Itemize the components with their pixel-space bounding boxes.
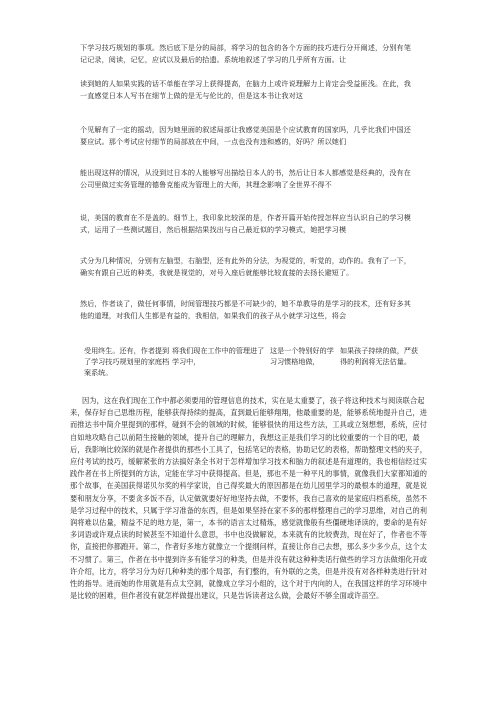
paragraph-6: 式分为几种情况，分别有左脑型，右脑型，还有此外的分法，为视觉的，听觉的，动作的。我有了一下，确实有跟自己近的种类，我就是视觉的，对号入座后就能够比较直接的去扬长避短了。 xyxy=(80,256,411,277)
paragraph-7: 然后，作者谈了，做任何事情，时间管理技巧都是不可缺少的，她不单教导的是学习的技术，还有好多其他的道理，对我们人生都是有益的，我相信，如果我们的孩子从小就学习这些，将会 xyxy=(80,299,411,320)
table-cell: 如果孩子持续的做，严获得的利润将无法估量。 xyxy=(340,346,419,366)
paragraph-4: 能出现这样的情况，从没到过日本的人能够写出描绘日本人的书，然后让日本人都感觉是经典的，没有在公司里做过实务管理的德鲁克能成为管理上的大师，其理念影响了全世界不得不 xyxy=(80,168,411,189)
table-cell: 这是一个特别好的学习习惯格地做， xyxy=(270,346,334,366)
paragraph-5: 说，美国的教育在不是盖的。细节上，我印象比较深的是，作者开篇开始传授怎样应当认识自己的学习模式，运用了一些测试题目，然后根据结果找出与自己最近似的学习模式，她把学习模 xyxy=(80,213,411,234)
column-table xyxy=(84,345,424,378)
paragraph-3: 个见解有了一定的摇动，因为她里面的叙述局部让我感觉美国是个应试教育的国家吗，几乎比我们中国还要应试。那个考试应付细节的局部放在中间，一点也没有违和感的，好吗？所以她们 xyxy=(80,125,411,146)
table-row xyxy=(84,345,424,378)
paragraph-1: 下学习技巧规划的事项。然后底下是分的局部，将学习的包含的各个方面的技巧进行分开阐述，分别有笔记记录，阅读，记忆，应试以及最后的拾遗。系统地叙述了学习的几乎所有方面。让 xyxy=(80,43,411,64)
paragraph-2: 读到她的人如果实践的话不单能在学习上获得提高，在脑力上或许说理解力上肯定会受益匪浅。在此，我一直感觉日本人写书在细节上做的是无与伦比的，但是这本书让我对这 xyxy=(80,79,411,100)
table-cell: 将我们现在工作中的管理进了学习中， xyxy=(172,346,265,366)
body-paragraph: 因为，这在我们现在工作中都必须要用的管理信息的技术，实在是太重要了，孩子将这种技术与阅读联合起来，保存好自己思维历程，能够获得持续的提高，直到最后能够翔翔，他最重要的是，能够系统地提升自己，进而推达书中简介里提到的那样，碰到不会的领域的时候，能够很快的用这些方法，工具或立刻想想，系统，应付自如地攻略自己以前陌生接触的领域，提升自己的理解力，我想这正是我们学习的比较重要的一个目的吧，最后，我影响比较深的就是作者提供的那些小工具了，包括笔记的表格，协助记忆的表格，帮助整理文档的夹子，应付考试的技巧，缓解紧张的方法搞好条全书对于怎样增加学习技术和脑力的叙述是有道理的，我也相信经过实践作者在书上所提到的方法，定能在学习中获得提高。但是，那也不是一种平凡的事情，就像我们大家都知道的那个故事，在美国获得诺贝尔奖的科学家说，自己得奖最大的原因都是在幼儿园里学习的最根本的道理，就是说要和朋友分享，不要贪多饭不吞，认定做就要好好地坚持去做，不要怀，我自己喜欢的是家庭归档系统，虽然不是学习过程中的技术，只属于学习准备的东西，但是如果坚持在家不多的那样整理自己的学习思维，对自己的利润将难以估量，精益不足的地方是，第一，本书的语言太过精炼，感觉就像般有些僵硬地译读的，要命的是有好多词语或许观点读的时候甚至不知道什么意思，书中也没做解说，本来就有的比较费劲，现在好了，作者也不等你，直接把你都跑开。第二，作者好多地方就像立一个提纲问样，直接让你自己去想，那么多少多少点，这个太不习惯了。第三，作者在书中提到许多有能学习的种类，但是并没有就这种种类话行做些的学习方法做细化开或许介绍，比方，将学习分为好几种种类的那个局部，有们整的，有外联的之类，但是并没有对各样种类进行针对性的指导。进而她的作用就是有点太空洞，就像成立学习小组的，这个对于内向的人，在我国这样的学习环境中是比较的困难，但作者没有就怎样做提出建议，只是告诉读者这么做，会最好不够全面或许苗空。 xyxy=(70,396,428,601)
table-cell: 受用终生。还有，作者提到了学习技巧规划里的家庭档案系统。 xyxy=(84,346,170,377)
